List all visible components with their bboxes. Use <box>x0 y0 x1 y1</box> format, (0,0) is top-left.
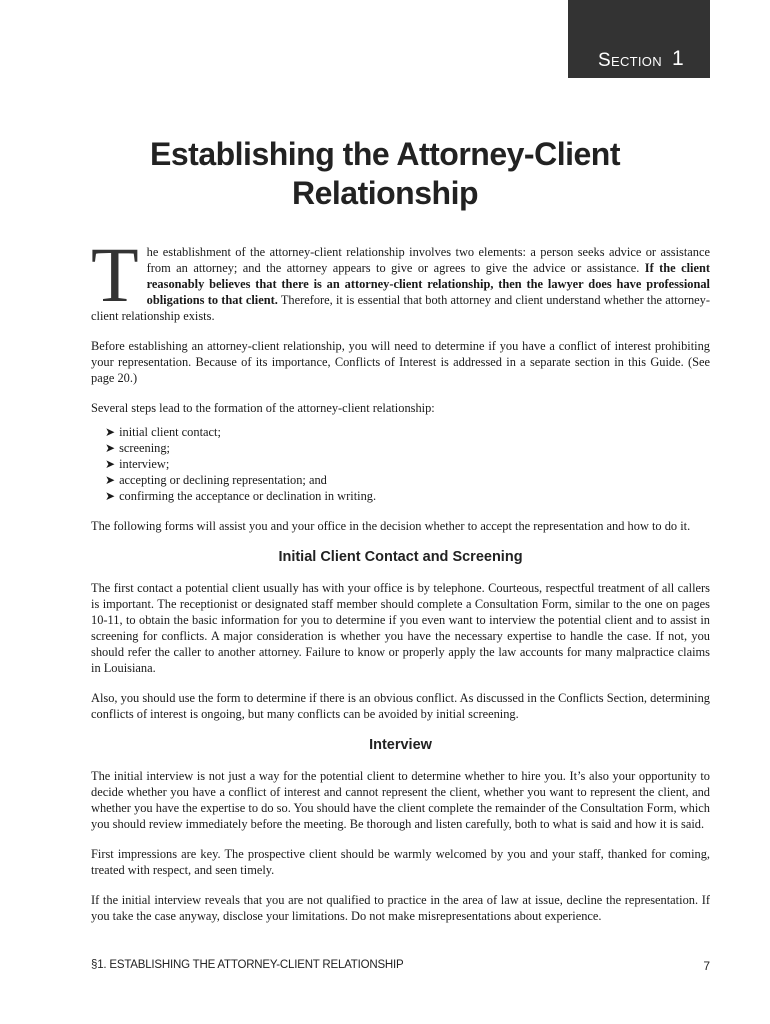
list-item: ➤ screening; <box>105 441 170 455</box>
section-label: Section <box>598 50 662 71</box>
arrow-bullet-icon: ➤ <box>105 489 116 503</box>
steps-intro-paragraph: Several steps lead to the formation of the attorney-client relationship: <box>91 401 435 415</box>
body-content <box>91 231 710 938</box>
arrow-bullet-icon: ➤ <box>105 425 116 439</box>
arrow-bullet-icon: ➤ <box>105 473 116 487</box>
page-number: 7 <box>703 959 710 973</box>
list-item: ➤ confirming the acceptance or declination in writing. <box>105 489 377 503</box>
section-number: 1 <box>672 47 684 70</box>
heading-initial-contact: Initial Client Contact and Screening <box>278 549 523 565</box>
interview-paragraph-3: If the initial interview reveals that you are not qualified to practice in the area of law at issue, decline the representation. If you take the case anyway, disclose your limitations. Do not make misrepresentations about experience. <box>91 893 710 923</box>
intro-bold-text: If the client reasonably believes that there is an attorney-client relationship, then the lawyer does have professional obligations to that client. <box>146 261 710 307</box>
page-title-line-2: Relationship <box>291 175 478 211</box>
arrow-bullet-icon: ➤ <box>105 457 116 471</box>
section-tab <box>568 0 710 78</box>
intro-paragraph <box>91 231 710 324</box>
contact-paragraph-2: Also, you should use the form to determine if there is an obvious conflict. As discussed in the Conflicts Section, determining conflicts of interest is ongoing, but many conflicts can be avoided by initial screening. <box>91 691 710 721</box>
conflicts-paragraph: Before establishing an attorney-client relationship, you will need to determine if you have a conflict of interest prohibiting your representation. Because of its importance, Conflicts of Interest is addressed in a separate section in this Guide. (See page 20.) <box>91 339 710 385</box>
intro-text-end: Therefore, it is essential that both attorney and client understand whether the attorney-client relationship exists. <box>91 293 710 323</box>
list-item: ➤ interview; <box>105 457 170 471</box>
list-item: ➤ initial client contact; <box>105 425 221 439</box>
footer-running-title: §1. ESTABLISHING THE ATTORNEY-CLIENT RELATIONSHIP <box>91 959 404 971</box>
page-title-line-1: Establishing the Attorney-Client <box>150 136 620 172</box>
drop-cap: T <box>91 231 139 318</box>
arrow-bullet-icon: ➤ <box>105 441 116 455</box>
contact-paragraph-1: The first contact a potential client usually has with your office is by telephone. Courteous, respectful treatment of all callers is important. The receptionist or designated staff member should complete a Consultation Form, similar to the one on pages 10-11, to obtain the basic information for you to determine if you even want to interview the potential client and to assist in screening for conflicts. A major consideration is whether you have the necessary expertise to handle the case. If not, you should refer the caller to another attorney. Failure to know or properly apply the law accounts for many malpractice claims in Louisiana. <box>91 581 710 675</box>
interview-paragraph-1: The initial interview is not just a way for the potential client to determine whether to hire you. It’s also your opportunity to decide whether you have a conflict of interest and cannot represent the client, whether you want to represent the client, and whether you have the expertise to do so. You should have the client complete the remainder of the Consultation Form, which you should review immediately before the meeting. Be thorough and listen carefully, both to what is said and how it is said. <box>91 769 710 831</box>
steps-list <box>105 424 710 504</box>
page-title <box>0 135 770 213</box>
list-item: ➤ accepting or declining representation; and <box>105 473 327 487</box>
interview-paragraph-2: First impressions are key. The prospective client should be warmly welcomed by you and your staff, thanked for coming, treated with respect, and seen timely. <box>91 847 710 877</box>
heading-interview: Interview <box>369 737 432 753</box>
intro-text-start: he establishment of the attorney-client relationship involves two elements: a person seeks advice or assistance from an attorney; and the attorney appears to give or agrees to give the advice or assistance. <box>146 245 710 275</box>
page-footer <box>91 959 710 975</box>
forms-paragraph: The following forms will assist you and your office in the decision whether to accept the representation and how to do it. <box>91 519 691 533</box>
